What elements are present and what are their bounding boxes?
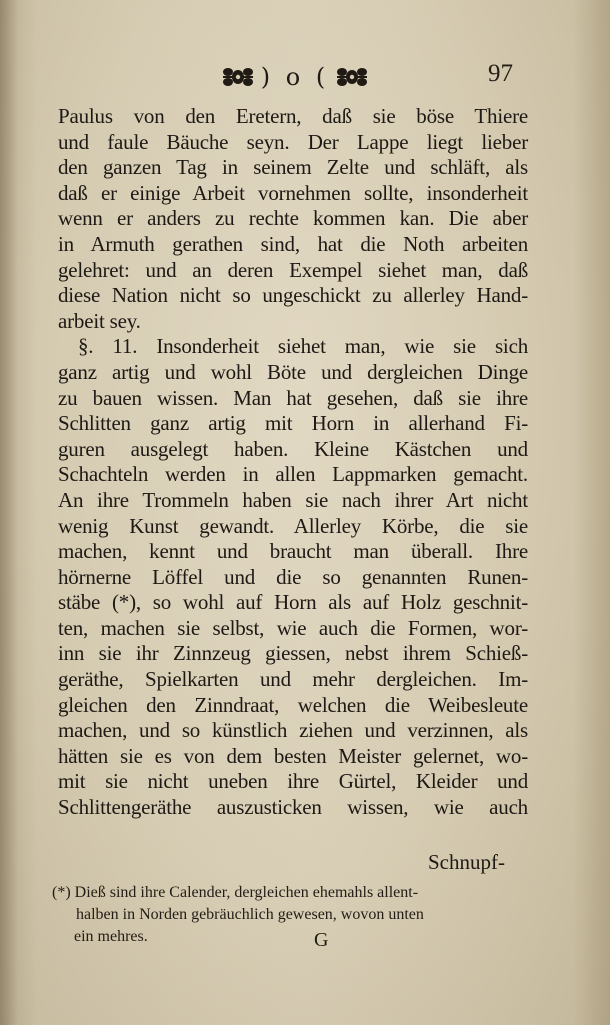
section-heading-line: §. 11. Insonderheit siehet man, wie sie sich bbox=[78, 334, 528, 359]
text-line: hätten sie es von dem besten Meister gelernet, wo- bbox=[58, 743, 528, 768]
text-line: den ganzen Tag in seinem Zelte und schläft, als bbox=[58, 155, 528, 180]
text-line: diese Nation nicht so ungeschickt zu allerley Hand- bbox=[58, 283, 528, 308]
text-line: in Armuth gerathen sind, hat die Noth arbeiten bbox=[58, 231, 528, 256]
text-line: daß er einige Arbeit vornehmen sollte, insonderheit bbox=[58, 180, 528, 205]
text-line: machen, kennt und braucht man überall. Ihre bbox=[58, 539, 528, 564]
signature-mark: G bbox=[314, 929, 329, 951]
footnote bbox=[52, 882, 522, 948]
text-line: stäbe (*), so wohl auf Horn als auf Holz geschnit- bbox=[58, 590, 528, 615]
text-line: inn sie ihr Zinnzeug giessen, nebst ihrem Schieß- bbox=[58, 641, 528, 666]
running-head bbox=[200, 60, 390, 94]
page-number: 97 bbox=[488, 60, 513, 87]
text-line: mit sie nicht uneben ihre Gürtel, Kleider und bbox=[58, 769, 528, 794]
running-head-text: ) o ( bbox=[260, 63, 330, 91]
text-line: ganz artig und wohl Böte und dergleichen Dinge bbox=[58, 359, 528, 384]
text-line: machen, und so künstlich ziehen und verzinnen, als bbox=[58, 718, 528, 743]
text-line: An ihre Trommeln haben sie nach ihrer Art nicht bbox=[58, 487, 528, 512]
text-line: ten, machen sie selbst, wie auch die Formen, wor- bbox=[58, 615, 528, 640]
footnote-line: (*) Dieß sind ihre Calender, dergleichen ehemahls allent- bbox=[52, 884, 419, 901]
text-line: und faule Bäuche seyn. Der Lappe liegt lieber bbox=[58, 129, 528, 154]
text-line: gleichen den Zinndraat, welchen die Weibesleute bbox=[58, 692, 528, 717]
footnote-line: ein mehres. bbox=[74, 928, 148, 945]
body-text bbox=[58, 104, 528, 821]
text-line: geräthe, Spielkarten und mehr dergleichen. Im- bbox=[58, 667, 528, 692]
text-line: zu bauen wissen. Man hat gesehen, daß sie ihre bbox=[58, 385, 528, 410]
fleuron-ornament-left-icon bbox=[221, 64, 255, 90]
text-line: arbeit sey. bbox=[58, 308, 141, 333]
text-line: gelehret: und an deren Exempel siehet man, daß bbox=[58, 257, 528, 282]
text-line: guren ausgelegt haben. Kleine Kästchen und bbox=[58, 436, 528, 461]
text-line: wenig Kunst gewandt. Allerley Körbe, die sie bbox=[58, 513, 528, 538]
text-line: Schlittengeräthe auszusticken wissen, wie auch bbox=[58, 795, 528, 820]
fleuron-ornament-right-icon bbox=[335, 64, 369, 90]
text-line: wenn er anders zu rechte kommen kan. Die aber bbox=[58, 206, 528, 231]
text-line: Paulus von den Eretern, daß sie böse Thiere bbox=[58, 104, 528, 128]
footnote-line: halben in Norden gebräuchlich gewesen, wovon unten bbox=[76, 906, 424, 923]
text-line: Schlitten ganz artig mit Horn in allerhand Fi- bbox=[58, 411, 528, 436]
text-line: hörnerne Löffel und die so genannten Runen- bbox=[58, 564, 528, 589]
text-line: Schachteln werden in allen Lappmarken gemacht. bbox=[58, 462, 528, 487]
catchword: Schnupf- bbox=[428, 850, 505, 874]
